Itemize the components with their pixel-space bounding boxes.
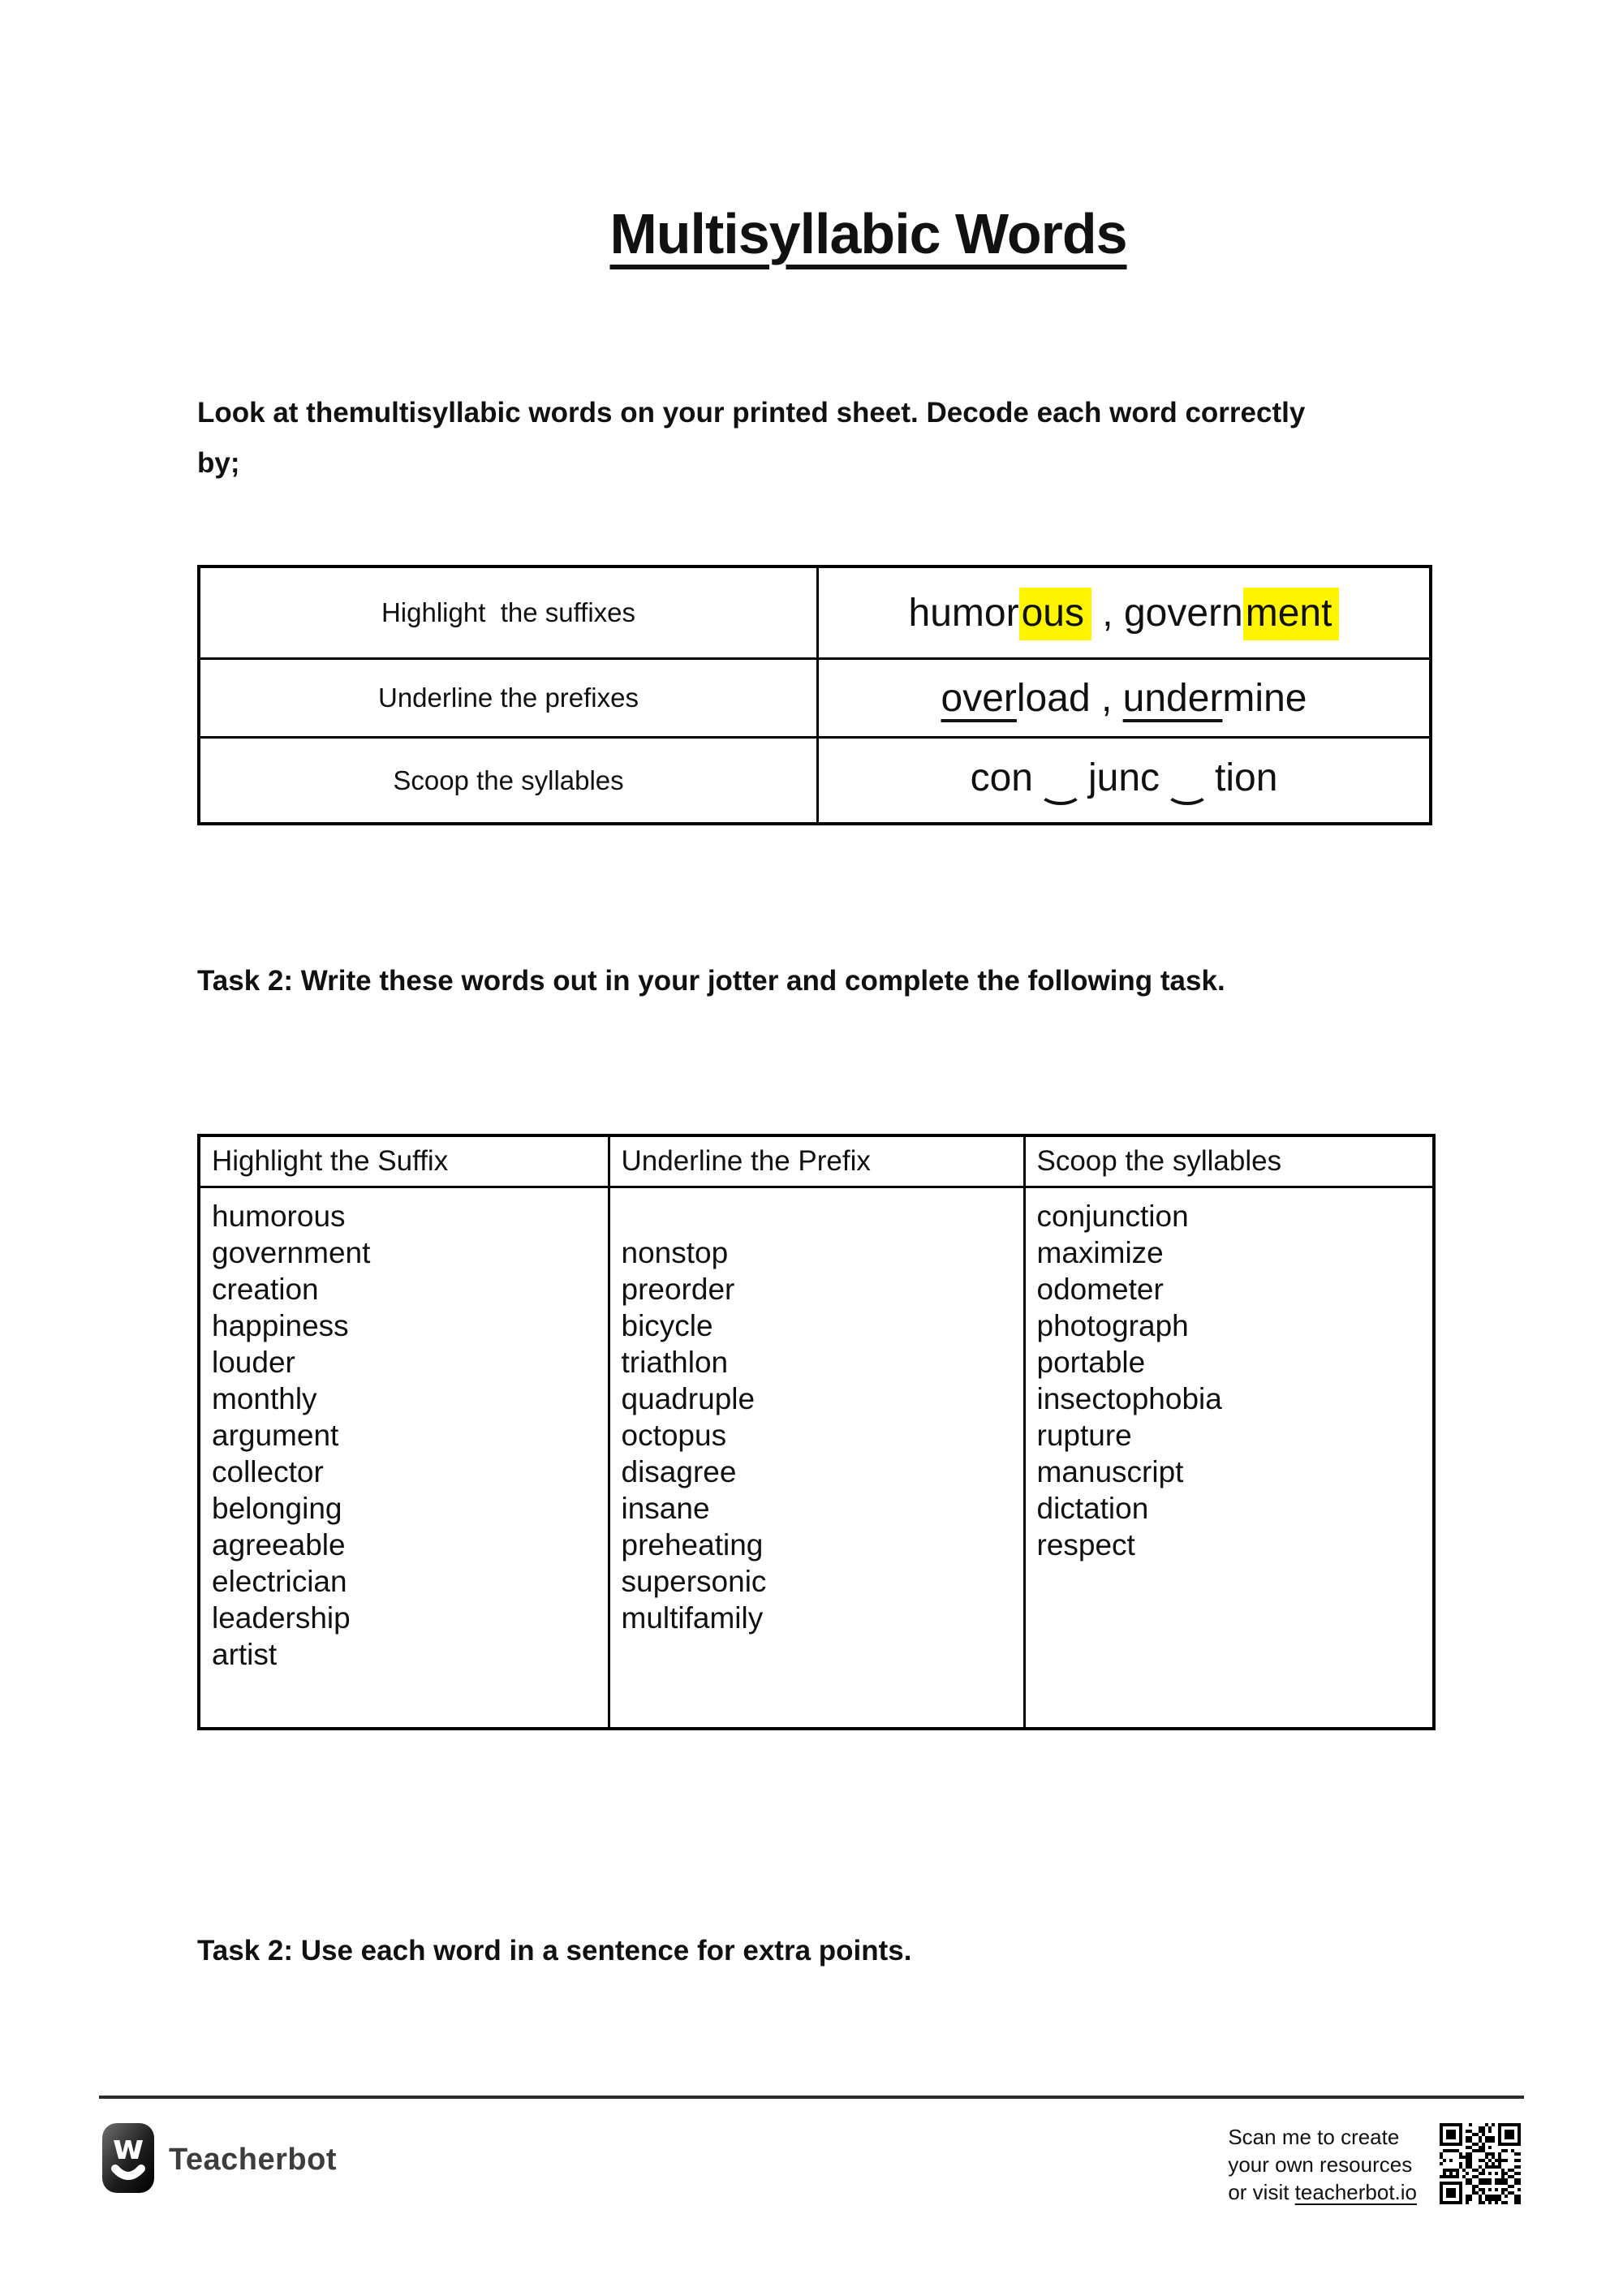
word-item: preheating [621,1528,764,1562]
word-item: portable [1036,1346,1146,1379]
word-item: maximize [1036,1236,1164,1269]
decode-row-scoop [199,738,1431,825]
word-item: belonging [212,1492,342,1525]
svg-text:w: w [112,2127,144,2167]
qr-code-icon [1440,2123,1521,2204]
scoop-mark [1039,778,1083,805]
word-item: octopus [621,1419,727,1452]
word-item: monthly [212,1382,317,1415]
example-text: humor [908,591,1019,635]
word-item: quadruple [621,1382,756,1415]
word-item: rupture [1036,1419,1132,1452]
word-item: humorous [212,1200,346,1233]
word-item: disagree [621,1455,737,1488]
example-text: , govern [1091,591,1243,635]
scan-text [1228,2123,1417,2206]
word-item: government [212,1236,371,1269]
word-item: agreeable [212,1528,346,1562]
intro-line-1: Look at themultisyllabic words on your printed sheet. Decode each word correctly [197,397,1306,429]
decode-examples-table [197,565,1432,825]
word-item: artist [212,1638,278,1671]
word-item: electrician [212,1565,347,1598]
brand-name: Teacherbot [169,2143,338,2177]
decode-example-scoop [818,738,1431,825]
highlighted-suffix: ous [1019,588,1091,640]
scan-area [1228,2123,1521,2206]
brand [102,2123,337,2197]
word-item: photograph [1036,1309,1189,1342]
word-cell-suffix [199,1187,609,1730]
example-text: con [970,756,1033,799]
scoop-mark [1165,778,1209,805]
footer [0,2099,1623,2206]
word-item: bicycle [621,1309,713,1342]
decode-example-prefixes [818,659,1431,738]
task2b-heading: Task 2: Use each word in a sentence for extra points. [197,1935,912,1966]
word-item: manuscript [1036,1455,1184,1488]
page-title: Multisyllabic Words [609,202,1127,265]
scan-line-2: your own resources [1228,2152,1413,2177]
word-list-suffix [212,1198,603,1673]
task2-heading: Task 2: Write these words out in your jotter and complete the following task. [197,965,1225,997]
word-item: multifamily [621,1601,764,1635]
word-item: insane [621,1492,710,1525]
word-cell-prefix [609,1187,1024,1730]
word-item: happiness [212,1309,349,1342]
example-text: tion [1215,756,1278,799]
word-item: creation [212,1273,319,1306]
word-item: dictation [1036,1492,1149,1525]
word-item: preorder [621,1273,735,1306]
example-text: mine [1222,676,1307,720]
scan-line-3: or visit teacherbot.io [1228,2180,1417,2204]
underlined-prefix: under [1122,676,1223,720]
teacherbot-link[interactable]: teacherbot.io [1294,2180,1417,2204]
word-item: odometer [1036,1273,1164,1306]
teacherbot-logo-icon [102,2123,154,2197]
word-item: nonstop [621,1236,729,1269]
word-table-body-row [199,1187,1434,1730]
underlined-prefix: over [941,676,1017,720]
word-item: triathlon [621,1346,729,1379]
word-item: conjunction [1036,1200,1189,1233]
decode-example-suffixes [818,566,1431,659]
word-task-table [197,1134,1436,1730]
word-cell-scoop [1024,1187,1434,1730]
decode-row-prefixes [199,659,1431,738]
word-item: louder [212,1346,295,1379]
example-text: junc [1087,756,1160,799]
word-item: collector [212,1455,324,1488]
decode-row-suffixes [199,566,1431,659]
word-item: insectophobia [1036,1382,1222,1415]
example-text: load , [1016,676,1123,720]
word-list-scoop [1037,1198,1428,1563]
word-item: leadership [212,1601,351,1635]
column-header-suffix: Highlight the Suffix [199,1135,609,1187]
word-list-prefix [622,1198,1018,1636]
scan-line-1: Scan me to create [1228,2125,1400,2149]
intro-line-2: by; [197,447,240,479]
decode-task-label: Highlight the suffixes [199,566,818,659]
highlighted-suffix: ment [1243,588,1340,640]
column-header-prefix: Underline the Prefix [609,1135,1024,1187]
word-item: supersonic [621,1565,767,1598]
intro-text [197,388,1432,489]
word-item: respect [1036,1528,1135,1562]
word-item: argument [212,1419,339,1452]
decode-task-label: Underline the prefixes [199,659,818,738]
decode-task-label: Scoop the syllables [199,738,818,825]
column-header-scoop: Scoop the syllables [1024,1135,1434,1187]
word-table-header-row [199,1135,1434,1187]
